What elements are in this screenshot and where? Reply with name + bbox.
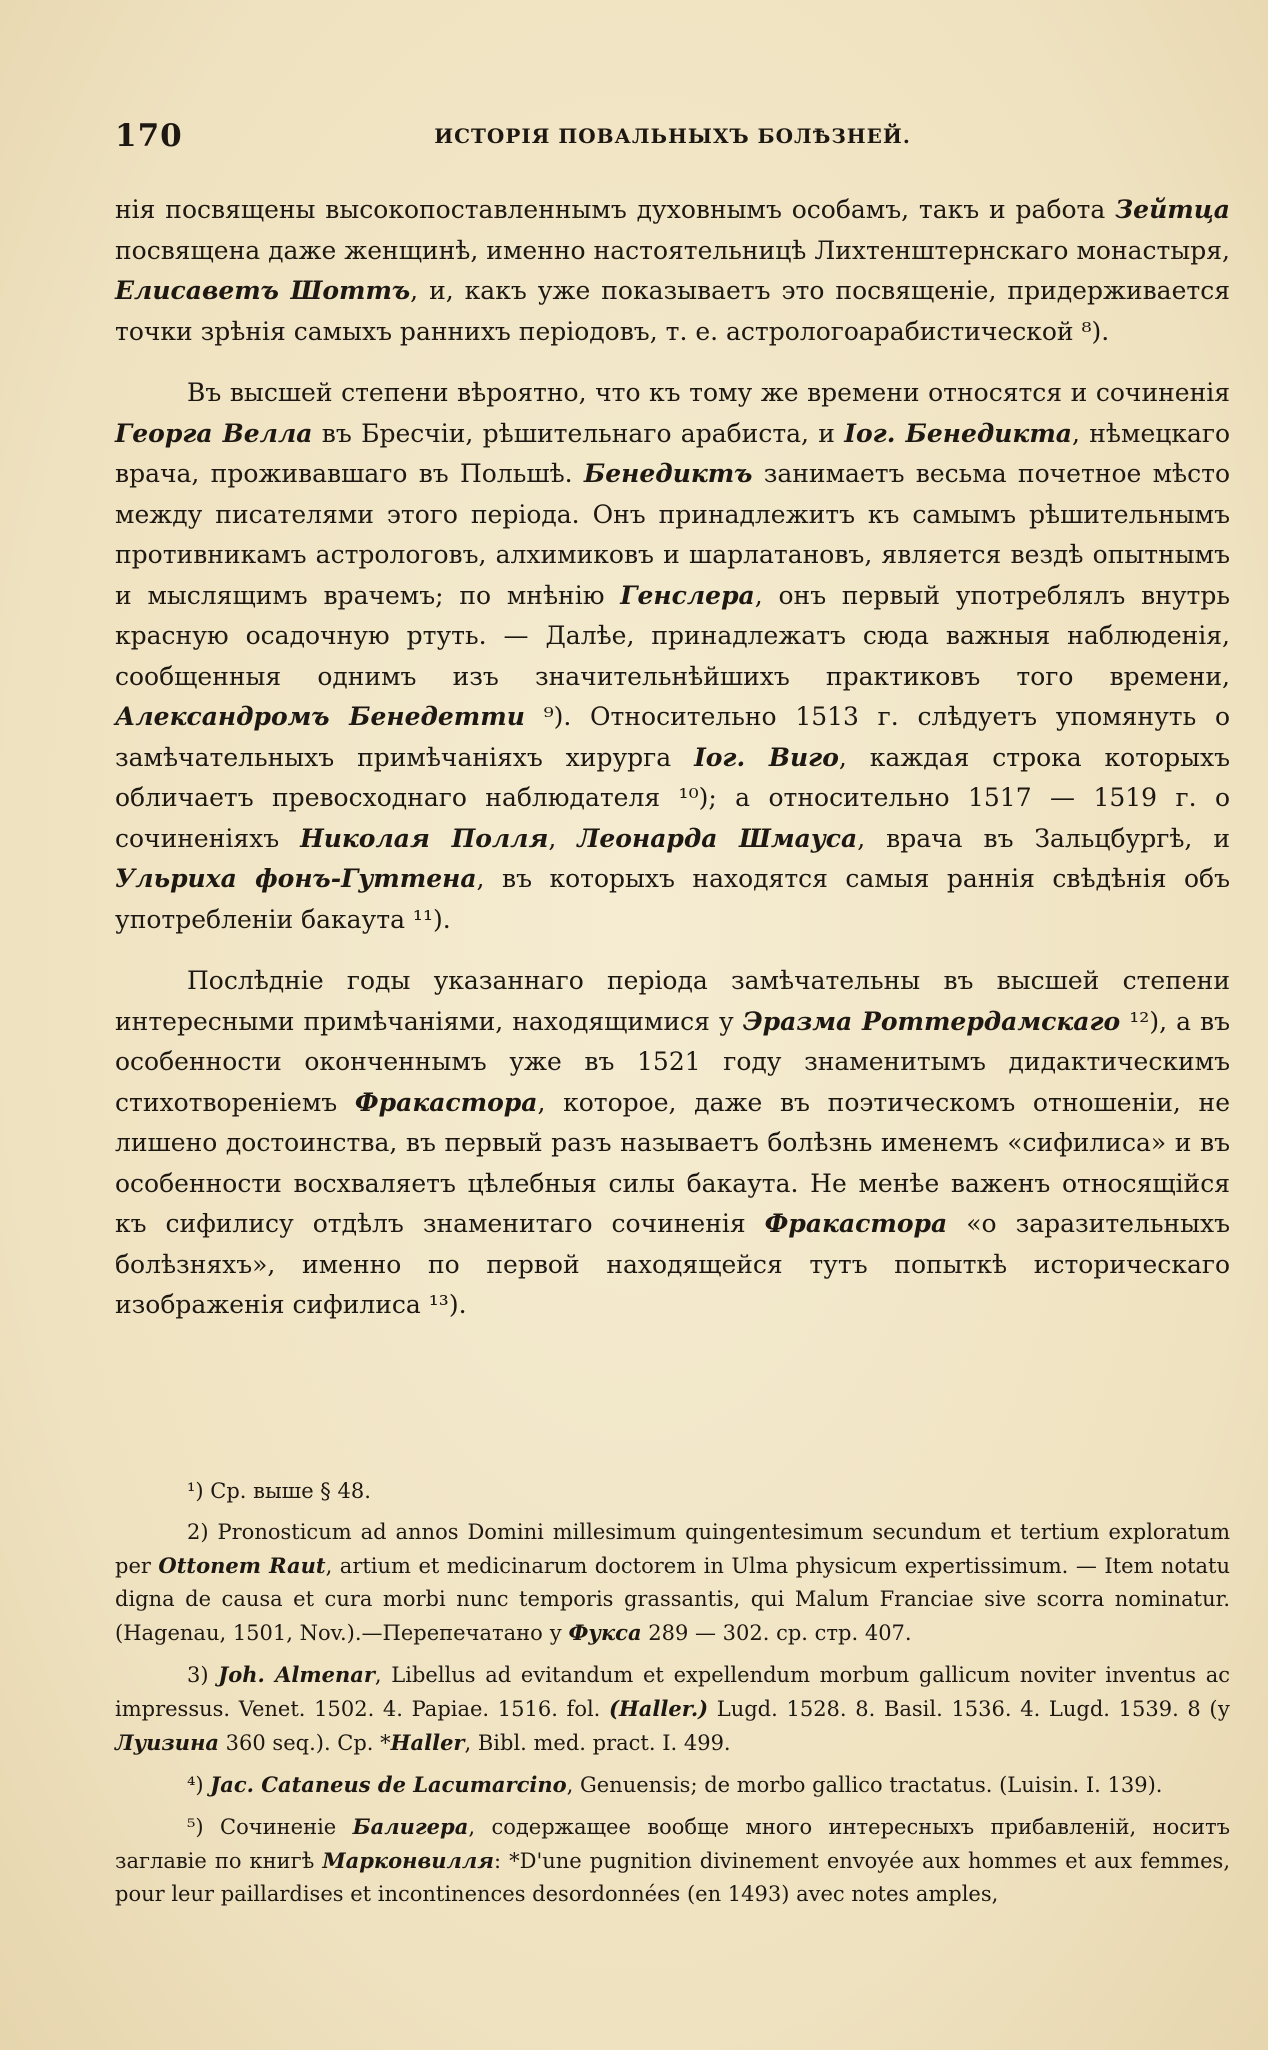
paragraph xyxy=(115,373,1230,940)
text-run: : *D'une pugnition divinement envoyée aux hommes et aux femmes, pour leur paillardises et incontinences desordonnées (en 1493) avec notes amples, xyxy=(115,1849,1230,1906)
italic-name: Георга Велла xyxy=(115,418,313,448)
running-head: ИСТОРІЯ ПОВАЛЬНЫХЪ БОЛѢЗНЕЙ. xyxy=(434,124,911,148)
italic-name: Фукса xyxy=(568,1620,642,1645)
italic-name: Луизина xyxy=(115,1730,219,1755)
text-run: 360 seq.). Ср. * xyxy=(219,1731,391,1755)
footnote xyxy=(115,1658,1230,1760)
text-run: 2) Pronosticum ad annos Domini millesimum quingentesimum secundum et tertium exploratum per xyxy=(115,1520,1230,1578)
body-text xyxy=(115,190,1230,1347)
text-run: , xyxy=(548,823,578,853)
text-run: , нѣмецкаго врача, проживавшаго въ Польшѣ. xyxy=(115,418,1230,488)
text-run: , въ которыхъ находятся самыя раннія свѣдѣнія объ употребленіи бакаута ¹¹). xyxy=(115,864,1230,934)
text-run: 3) xyxy=(187,1663,219,1687)
text-run: , artium et medicinarum doctorem in Ulma physicum expertissimum. — Item notatu digna de causa et cura morbi nunc temporis grassantis, qui Malum Franciae sive scorra nominatur. (Hagenau, 1501, Nov.).—Перепечатано у xyxy=(115,1554,1231,1645)
paragraph xyxy=(115,190,1230,352)
text-run: , и, какъ уже показываетъ это посвященіе, придерживается точки зрѣнія самыхъ раннихъ періодовъ, т. е. астрологоарабистической ⁸). xyxy=(115,276,1230,346)
italic-name: Леонарда Шмауса xyxy=(577,823,858,853)
text-run: занимаетъ весьма почетное мѣсто между писателями этого періода. Онъ принадлежитъ къ самымъ рѣшительнымъ противникамъ астрологовъ, алхимиковъ и шарлатановъ, является вездѣ опытнымъ и мыслящимъ врачемъ; по мнѣнію xyxy=(115,459,1230,610)
footnote xyxy=(115,1516,1230,1650)
paragraph xyxy=(115,961,1230,1326)
text-run: , Bibl. med. pract. I. 499. xyxy=(464,1731,731,1755)
page-header xyxy=(115,118,1230,158)
italic-name: Генслера xyxy=(620,580,755,610)
text-run: , содержащее вообще много интересныхъ прибавленій, носитъ заглавіе по книгѣ xyxy=(115,1815,1230,1873)
text-run: , Libellus ad evitandum et expellendum morbum gallicum noviter inventus ac impressus. Venet. 1502. 4. Papiae. 1516. fol. xyxy=(115,1663,1231,1721)
italic-name: Бенедиктъ xyxy=(583,459,753,488)
footnote xyxy=(115,1810,1230,1911)
italic-name: Jac. Cataneus de Lacumarcino xyxy=(210,1772,567,1797)
italic-name: Іог. Бенедикта xyxy=(844,418,1073,448)
footnote xyxy=(115,1475,1230,1508)
text-run: , врача въ Зальцбургѣ, и xyxy=(857,823,1230,853)
text-run: , Genuensis; de morbo gallico tractatus. (Luisin. I. 139). xyxy=(566,1773,1163,1797)
italic-name: Балигера xyxy=(352,1814,469,1839)
text-run: Въ высшей степени вѣроятно, что къ тому же времени относятся и сочиненія xyxy=(187,378,1230,407)
italic-name: Зейтца xyxy=(1115,195,1230,224)
text-run: въ Бресчіи, рѣшительнаго арабиста, и xyxy=(312,418,845,448)
text-run: ⁴) xyxy=(187,1773,211,1797)
italic-name: Joh. Almenar xyxy=(218,1662,375,1687)
text-run: ⁵) Сочиненіе xyxy=(187,1815,353,1839)
footnote xyxy=(115,1768,1230,1802)
italic-name: Ottonem Raut xyxy=(158,1553,326,1578)
text-run: Послѣдніе годы указаннаго періода замѣчательны въ высшей степени интересными примѣчаніями, находящимися у xyxy=(115,966,1230,1036)
italic-name: Александромъ Бенедетти xyxy=(115,702,525,731)
text-run: , каждая строка которыхъ обличаетъ превосходнаго наблюдателя ¹⁰); а относительно 1517 — 1519 г. о сочиненіяхъ xyxy=(115,742,1231,853)
page-number: 170 xyxy=(115,118,183,154)
italic-name: Эразма Роттердамскаго xyxy=(742,1006,1121,1036)
italic-name: Іог. Виго xyxy=(694,742,839,772)
text-run: ⁹). Относительно 1513 г. слѣдуетъ упомянуть о замѣчательныхъ примѣчаніяхъ хирурга xyxy=(115,702,1230,772)
text-run: посвящена даже женщинѣ, именно настоятельницѣ Лихтенштернскаго монастыря, xyxy=(115,235,1230,265)
footnotes xyxy=(115,1475,1230,1919)
text-run: , онъ первый употреблялъ внутрь красную осадочную ртуть. — Далѣе, принадлежатъ сюда важныя наблюденія, сообщенныя однимъ изъ значительнѣйшихъ практиковъ того времени, xyxy=(115,580,1230,691)
text-run: нія посвящены высокопоставленнымъ духовнымъ особамъ, такъ и работа xyxy=(115,195,1116,224)
italic-name: Фракастора xyxy=(764,1209,948,1238)
italic-name: Николая Полля xyxy=(300,823,549,853)
italic-name: Елисаветъ Шоттъ xyxy=(115,276,411,305)
text-run: ¹) Ср. выше § 48. xyxy=(187,1479,371,1503)
text-run: «о заразительныхъ болѣзняхъ», именно по первой находящейся тутъ попыткѣ историческаго изображенія сифилиса ¹³). xyxy=(115,1209,1230,1319)
italic-name: Ульриха фонъ-Гуттена xyxy=(115,864,477,893)
italic-name: (Haller.) xyxy=(609,1696,709,1721)
italic-name: Haller xyxy=(390,1730,465,1755)
italic-name: Марконвилля xyxy=(322,1848,494,1873)
italic-name: Фракастора xyxy=(354,1087,538,1117)
text-run: , которое, даже въ поэтическомъ отношеніи, не лишено достоинства, въ первый разъ называетъ болѣзнь именемъ «сифилиса» и въ особенности восхваляетъ цѣлебныя силы бакаута. Не менѣе важенъ относящійся къ сифилису отдѣлъ знаменитаго сочиненія xyxy=(115,1087,1230,1238)
text-run: Lugd. 1528. 8. Basil. 1536. 4. Lugd. 1539. 8 (у xyxy=(708,1697,1230,1721)
text-run: ¹²), а въ особенности оконченнымъ уже въ 1521 году знаменитымъ дидактическимъ стихотвореніемъ xyxy=(115,1006,1230,1117)
text-run: 289 — 302. ср. стр. 407. xyxy=(641,1621,912,1645)
